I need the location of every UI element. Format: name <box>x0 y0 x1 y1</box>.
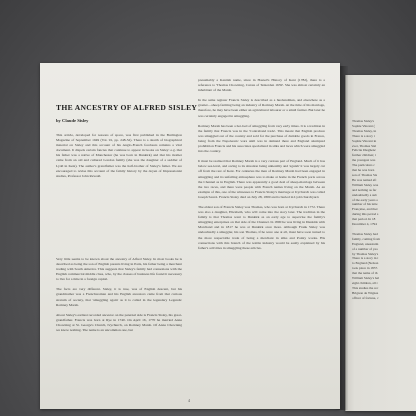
facing-page-line: took place in 1837. <box>352 266 378 271</box>
facing-page-line: William Sisley's hal <box>352 276 380 281</box>
facing-page-line: This studies the rec <box>352 285 379 290</box>
body-paragraph: In the same register Francis Sisley is described as a husbandman, and elsewhere as a grazier—sheep farming being an industry of Romney Marsh. At the time of his marriage, therefore, he may have been either an agricultural labourer or a small farmer. But later he was certainly engaged in smuggling. <box>198 98 325 118</box>
facing-page-line: officer of fortune, c <box>352 295 379 300</box>
body-paragraph: About Sisley's earliest recorded ancestor on the paternal side is Francis Sisley, his great-grandfather. Francis was born at Rye in 1740. On April 16, 1770 he married Anna Chowning at St. George's Church, Ivychurch, on Romney Marsh. Of Anna Chowning we know nothing. The name is an uncommon one, but <box>56 312 182 332</box>
facing-page-line: Brignon de Wignas <box>352 290 379 295</box>
facing-page-line: Thomas Sisley had <box>352 231 378 236</box>
facing-page-line: ever, Thomas Sisl <box>352 143 377 148</box>
facing-page-line: undoubtedly a sub <box>352 192 377 197</box>
body-paragraph: The facts are very different. Sisley, it is true, was of English descent, but his grandmother was a Frenchwoman and his English ancestors came from that curious stratum of society, that 'smuggling again' as it is called in the legendary Legends: Romney Marsh. <box>56 287 182 307</box>
facing-page-line: Thomas Sisley, in <box>352 128 377 133</box>
facing-page-line: He was named aft <box>352 177 377 182</box>
facing-page-column <box>352 119 416 301</box>
facing-page-line: to England (Nelson <box>352 261 379 266</box>
facing-page-line: that the name of th <box>352 271 378 276</box>
facing-page-line: that period. In 18 <box>352 217 376 222</box>
intro-paragraph: This article, developed for reasons of space, was first published in the Burlington Magazine of September 1949 (Vol. 91, pp. 248-52). There is a dearth of biographical material on Sisley and this account of his Anglo-French forebears remains a vital document. It dispels certain fancies that continue to appear in books on Sisley: e.g. that his father was a native of Manchester (he was born in Dunkirk) and that his mother came from an old and cultured London family (she was the daughter of a saddler of Lydd in Kent). The author's grandfather was the half-brother of Sisley's father. We are encouraged to revise this account of the family history by the doyen of Impressionist studies, Professor John Rewald. <box>56 133 182 178</box>
left-column <box>56 103 198 338</box>
facing-page-line: eight children, all r <box>352 281 378 285</box>
facing-page-line: son of Thomas Sis <box>352 172 378 177</box>
facing-page-line: The particulars c <box>352 163 375 168</box>
facing-page-line: during this period s <box>352 212 379 217</box>
facing-page-line: Sophie Vincent in <box>352 138 377 143</box>
facing-page-line: Française, and ther <box>352 207 378 212</box>
article-title: THE ANCESTRY OF ALFRED SISLEY <box>56 103 198 112</box>
facing-page-line: Sophie Vincent ( <box>352 123 375 128</box>
body-paragraph: Very little seems to be known about the ancestry of Alfred Sisley. In most books he is described as being the son of English parents living in Paris, his father being a merchant trading with South America. This suggests that Sisley's family had connexions with the English commercial middle class, who, by the classes of business life found it necessary to live for a time in a foreign capital. <box>56 256 182 282</box>
body-paragraph: It must be realised that Romney Marsh is a very curious part of England. Much of it has below sea-level, and owing to its situation being unhealthy and 'aguish' it was largely cut off from the rest of Kent. For centuries the men of Romney Marsh had been engaged in smuggling and its unfailing atmosphere was to make at home in the French ports across the Channel as in English. There was apparently a good deal of sheep-marriage between the two races, and there were people with French names living on the Marsh. As an example of this, one of the witnesses to Francis Sisley's marriage at Ivychurch was called Joseph Sauvé. Francis Sisley died on July 28, 1800 and is buried in Lydd churchyard. <box>198 159 325 199</box>
body-paragraph: The eldest son of Francis Sisley was Thomas, who was born at Ivychurch in 1772. There was also a daughter, Elizabeth, who will come into the story later. The tradition in the family is that Thomas went to Dunkirk as an early age to supervise the family's smuggling enterprises on that side of the Channel. In 1800 he was living in Dunkirk with Marchand and in 1817 he was at Dunkirk once more. Although Frank Sisley was undoubtedly a smuggler, his son Thomas, if he were one at all, must have soon turned to the more respectable trade of being a merchant in silks and Pointy works. His connections with this branch of the textile industry would be easily explained by his father's activities in smuggling these articles. <box>198 204 325 250</box>
facing-page-line: that he was born <box>352 168 375 173</box>
facing-page-line: family, coming from <box>352 236 380 241</box>
facing-page-line: of a number of yea <box>352 246 378 251</box>
facing-page-line: number of his lette <box>352 202 378 207</box>
facing-page-line: further children; t <box>352 153 376 158</box>
facing-page-line: and nothing as far <box>352 187 377 192</box>
facing-page-line: by Thomas Sisley's <box>352 251 379 256</box>
facing-page-line: December 4, 1794 <box>352 222 377 227</box>
facing-page-line: William Sisley was <box>352 182 379 187</box>
facing-page-line: Thomas Sisley's <box>352 119 374 123</box>
facing-page-line: There is a story t <box>352 133 375 138</box>
article-page <box>40 63 340 409</box>
facing-page-line: the youngest was <box>352 158 376 163</box>
middle-column <box>198 78 325 256</box>
facing-page-line: England, unassistin <box>352 241 379 246</box>
body-paragraph: Romney Marsh has been a hot-bed of smuggling from very early times. It is a tradition in the family that Francis was in the 'Contraband trade'. This meant that English produce was smuggled out of the country and sold for the purchase of dutiable goods in France, being from the Napoleonic wars until was in demand there and England attempted prohibition Francis and his associates specialized in silks and laces which were smuggled into the country. <box>198 123 325 154</box>
facing-page-line: of the early years o <box>352 197 378 202</box>
body-paragraph: presumably a Kentish name, since in Hasted's History of Kent (1782), there is a reference to 'Thomas Chowning, Curate of Tenterden 1639'. She was almost certainly an inhabitant of the Marsh. <box>198 78 325 93</box>
page-number: 4 <box>188 398 190 403</box>
byline: by Claude Sisley <box>56 118 89 123</box>
facing-page-line: Felicite Dieghenc <box>352 148 377 153</box>
facing-page-line: There is a story in t <box>352 256 379 261</box>
facing-page <box>345 75 416 411</box>
